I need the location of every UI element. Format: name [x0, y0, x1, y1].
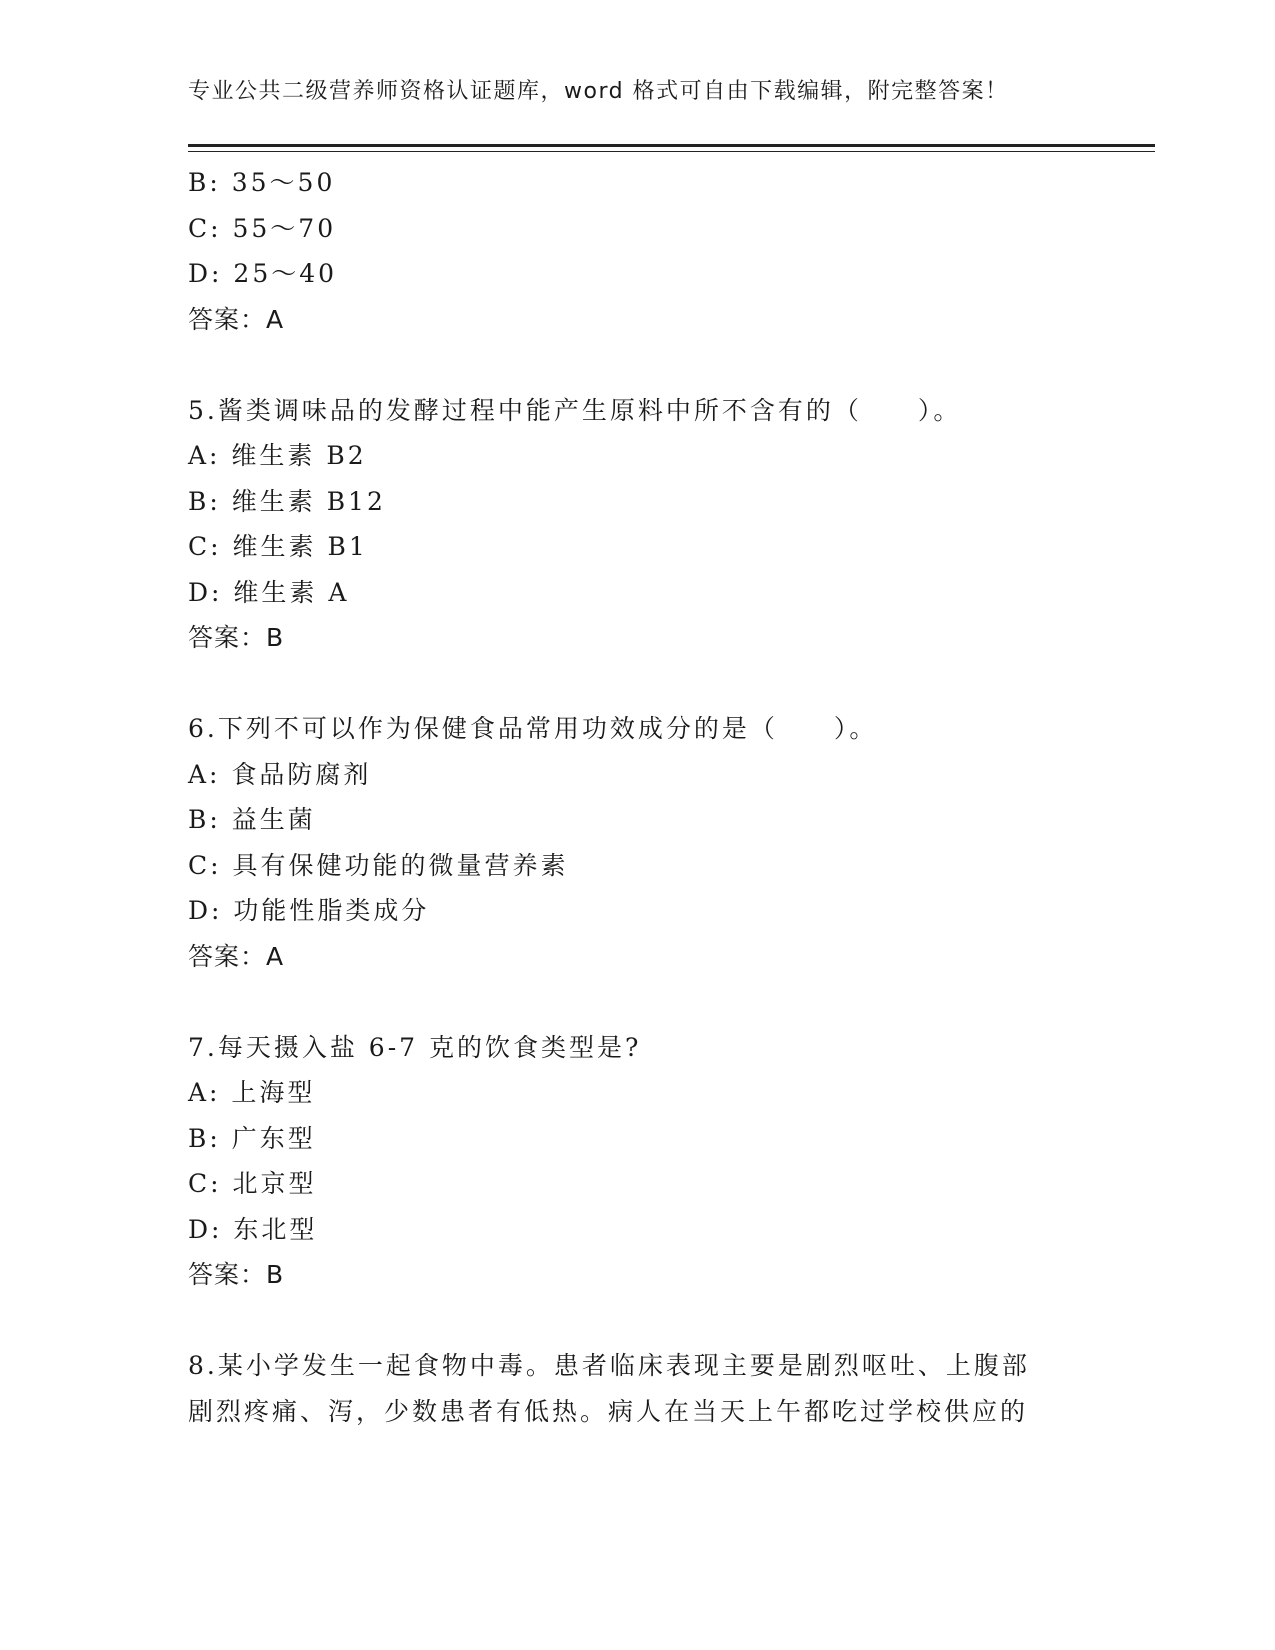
question-text: 7.每天摄入盐 6-7 克的饮食类型是?	[188, 1032, 642, 1062]
question-block-7	[188, 1025, 1088, 1298]
question-text: 6.下列不可以作为保健食品常用功效成分的是（ ）。	[188, 714, 878, 743]
option-b: B: 广东型	[188, 1123, 316, 1153]
option-a: A: 维生素 B2	[188, 441, 367, 470]
option-c: C: 维生素 B1	[188, 532, 368, 561]
option-b: B: 益生菌	[188, 805, 316, 834]
page-header: 专业公共二级营养师资格认证题库，word 格式可自由下载编辑，附完整答案！	[188, 79, 1009, 104]
option-d: D: 25～40	[188, 259, 338, 288]
answer-line: 答案：B	[188, 1260, 285, 1289]
option-c: C: 55～70	[188, 213, 337, 243]
option-c: C: 北京型	[188, 1169, 317, 1198]
option-b: B: 35～50	[188, 168, 336, 197]
question-block-8	[188, 1343, 1088, 1434]
option-c: C: 具有保健功能的微量营养素	[188, 850, 569, 880]
question-text-line-1: 8.某小学发生一起食物中毒。患者临床表现主要是剧烈呕吐、上腹部	[188, 1351, 1030, 1380]
prev-question-block	[188, 160, 1088, 342]
question-block-5	[188, 388, 1088, 661]
option-d: D: 功能性脂类成分	[188, 896, 430, 925]
answer-line: 答案：B	[188, 623, 285, 652]
question-text: 5.酱类调味品的发酵过程中能产生原料中所不含有的（ ）。	[188, 395, 962, 425]
question-block-6	[188, 706, 1088, 979]
answer-line: 答案：A	[188, 304, 285, 334]
question-text-line-2: 剧烈疼痛、泻，少数患者有低热。病人在当天上午都吃过学校供应的	[188, 1396, 1029, 1426]
option-b: B: 维生素 B12	[188, 486, 386, 516]
option-d: D: 东北型	[188, 1214, 318, 1244]
header-divider-thin	[188, 151, 1155, 152]
option-a: A: 食品防腐剂	[188, 759, 372, 789]
question-content	[188, 160, 1088, 1434]
option-d: D: 维生素 A	[188, 577, 350, 607]
answer-line: 答案：A	[188, 941, 285, 971]
header-divider-thick	[188, 144, 1155, 147]
option-a: A: 上海型	[188, 1078, 316, 1107]
